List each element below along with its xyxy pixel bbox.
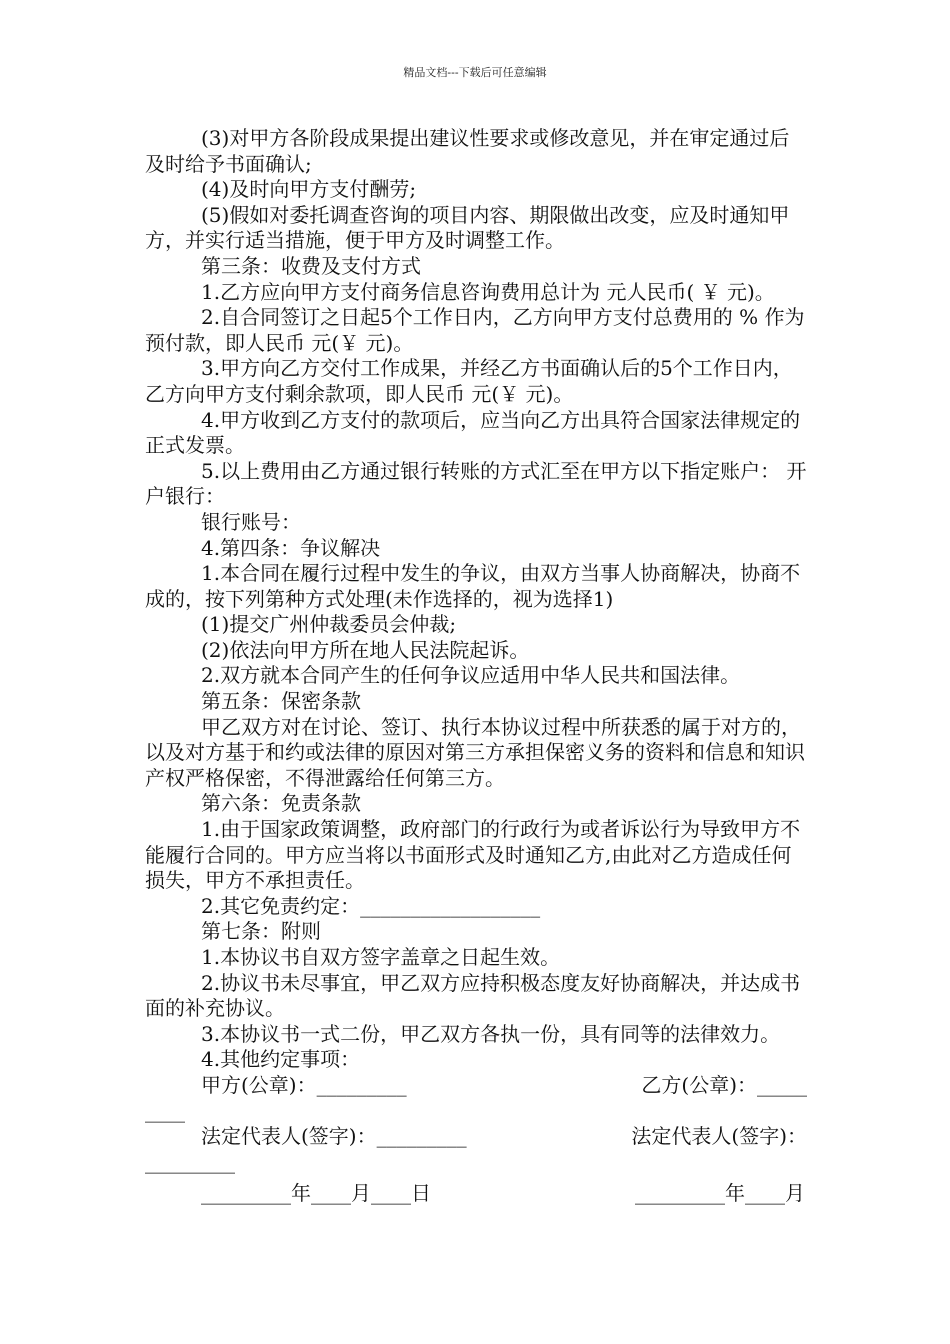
- clause-paragraph: 1.由于国家政策调整，政府部门的行政行为或者诉讼行为导致甲方不能履行合同的。甲方应当将以书面形式及时通知乙方,由此对乙方造成任何损失，甲方不承担责任。: [145, 817, 801, 893]
- clause-paragraph: 3.甲方向乙方交付工作成果，并经乙方书面确认后的5个工作日内，乙方向甲方支付剩余款项，即人民币 元(￥ 元)。: [145, 356, 793, 406]
- clause-paragraph: 2.其它免责约定：__________________: [201, 893, 541, 918]
- party-b-seal-line-tail: ____: [145, 1098, 185, 1123]
- clause-paragraph: 4.甲方收到乙方支付的款项后，应当向乙方出具符合国家法律规定的正式发票。: [145, 407, 801, 458]
- clause-paragraph: 1.本协议书自双方签字盖章之日起生效。: [201, 945, 561, 969]
- clause-paragraph: (3)对甲方各阶段成果提出建议性要求或修改意见，并在审定通过后及时给予书面确认;: [145, 126, 790, 176]
- signature-seal-row: [145, 1073, 807, 1099]
- clause-paragraph: (4)及时向甲方支付酬劳;: [201, 177, 417, 202]
- clause-paragraph: 甲乙双方对在讨论、签订、执行本协议过程中所获悉的属于对方的，以及对方基于和约或法律的原因对第三方承担保密义务的资料和信息和知识产权严格保密，不得泄露给任何第三方。: [145, 714, 805, 790]
- party-b-representative-line: 法定代表人(签字)：: [631, 1124, 807, 1149]
- section-heading: 第五条：保密条款: [201, 689, 361, 714]
- clause-paragraph: 3.本协议书一式二份，甲乙双方各执一份，具有同等的法律效力。: [201, 1021, 781, 1046]
- party-b-date-line: _________年____月: [635, 1181, 805, 1206]
- clause-paragraph: 2.自合同签订之日起5个工作日内，乙方向甲方支付总费用的 % 作为预付款，即人民币 元(￥ 元)。: [145, 305, 805, 355]
- clause-paragraph: 5.以上费用由乙方通过银行转账的方式汇至在甲方以下指定账户： 开户银行：: [145, 458, 807, 509]
- clause-paragraph: (2)依法向甲方所在地人民法院起诉。: [201, 637, 530, 662]
- contract-body: [145, 126, 807, 1207]
- section-heading: 4.第四条：争议解决: [201, 535, 381, 560]
- signature-representative-row: [145, 1124, 807, 1150]
- clause-paragraph: 1.本合同在履行过程中发生的争议，由双方当事人协商解决，协商不成的，按下列第种方式处理(未作选择的，视为选择1): [145, 561, 801, 611]
- page-header: 精品文档---下载后可任意编辑: [403, 66, 547, 79]
- clause-paragraph: (1)提交广州仲裁委员会仲裁;: [201, 612, 457, 637]
- party-a-seal-line: 甲方(公章)：_________: [201, 1072, 407, 1097]
- clause-paragraph: 2.协议书未尽事宜，甲乙双方应持积极态度友好协商解决，并达成书面的补充协议。: [145, 970, 801, 1021]
- clause-paragraph: 1.乙方应向甲方支付商务信息咨询费用总计为 元人民币( ￥ 元)。: [201, 279, 775, 304]
- party-b-seal-line: 乙方(公章)：_____: [641, 1072, 807, 1097]
- clause-paragraph: 4.其他约定事项：: [201, 1047, 361, 1072]
- clause-paragraph: 银行账号：: [201, 509, 301, 534]
- signature-date-row: [145, 1181, 807, 1207]
- section-heading: 第三条：收费及支付方式: [201, 253, 421, 278]
- party-a-representative-line: 法定代表人(签字)：_________: [201, 1124, 467, 1149]
- clause-paragraph: (5)假如对委托调查咨询的项目内容、期限做出改变，应及时通知甲方，并实行适当措施，便于甲方及时调整工作。: [145, 202, 790, 253]
- party-a-date-line: _________年____月____日: [201, 1181, 431, 1206]
- section-heading: 第七条：附则: [201, 919, 321, 944]
- party-b-representative-line-tail: _________: [145, 1149, 235, 1174]
- clause-paragraph: 2.双方就本合同产生的任何争议应适用中华人民共和国法律。: [201, 663, 741, 688]
- section-heading: 第六条：免责条款: [201, 791, 361, 816]
